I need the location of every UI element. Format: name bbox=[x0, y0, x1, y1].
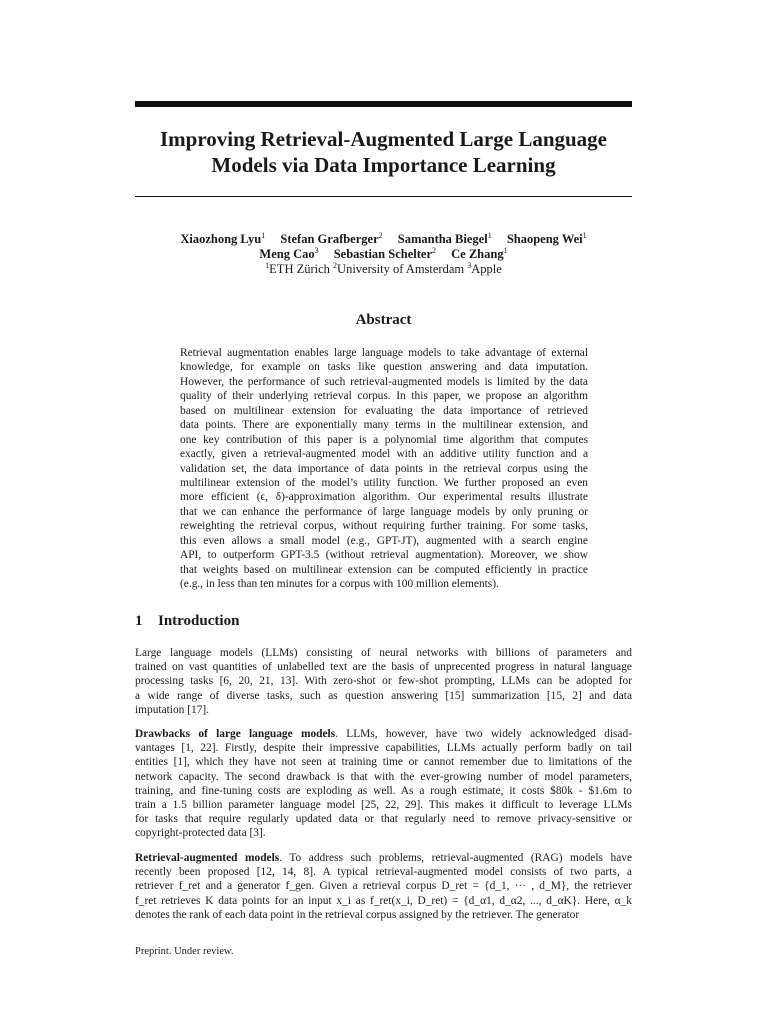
text-line: multilinear extension of the model’s utility function. We further proposed an even bbox=[180, 476, 588, 489]
author-block bbox=[135, 232, 632, 277]
affiliations bbox=[135, 262, 632, 277]
affil-sup: 3 bbox=[467, 261, 472, 270]
text-line: API, to outperform GPT-3.5 (without retrieval augmentation). Moreover, we show bbox=[180, 549, 588, 562]
author-line-2 bbox=[135, 247, 632, 262]
text-line: exactly, given a retrieval-augmented model with an additive utility function and a bbox=[180, 448, 588, 461]
author-name: Stefan Grafberger bbox=[280, 232, 379, 246]
text-line: processing tasks [6, 20, 21, 13]. With zero-shot or few-shot prompting, LLMs can be adopted for bbox=[135, 675, 632, 688]
text-line: network capacity. The second drawback is that with the ever-growing number of model parameters, bbox=[135, 770, 632, 783]
author-name: Samantha Biegel bbox=[397, 232, 488, 246]
text-run: . LLMs, however, have two widely acknowledged disad- bbox=[335, 728, 632, 740]
author-name: Ce Zhang bbox=[451, 247, 504, 261]
text-line: (e.g., in less than ten minutes for a corpus with 100 million elements). bbox=[180, 578, 499, 590]
text-line: knowledge, for example on tasks like question answering and data imputation. bbox=[180, 361, 588, 374]
text-line: quality of their underlying retrieval corpus. In this paper, we propose an algorithm bbox=[180, 390, 588, 403]
text-line: vantages [1, 22]. Firstly, despite their impressive capabilities, LLMs actually perform badly on tail bbox=[135, 742, 632, 755]
text-line: that we can enhance the performance of large language models by only pruning or bbox=[180, 505, 588, 518]
text-line: based on multilinear extension for evaluating the data importance of retrieved bbox=[180, 404, 588, 417]
abstract-heading: Abstract bbox=[355, 312, 412, 328]
text-line: f_ret retrieves K data points for an input x_i as f_ret(x_i, D_ret) = {d_α1, d_α2, ..., d_αK}. Here, α_k bbox=[135, 894, 632, 907]
author-sup: 1 bbox=[582, 231, 587, 240]
title-line-1: Improving Retrieval-Augmented Large Language bbox=[160, 127, 607, 151]
title-line-2: Models via Data Importance Learning bbox=[211, 153, 556, 177]
text-line: validation set, the data importance of data points in the retrieval corpus using the bbox=[180, 462, 588, 475]
text-line: data points. There are exponentially many terms in the multilinear extension, and bbox=[180, 419, 588, 432]
author-sup: 2 bbox=[378, 231, 383, 240]
text-line: training, and fine-tuning costs are exploding as well. As a rough estimate, it costs $80k - $1.6m to bbox=[135, 784, 632, 797]
text-line: more efficient (ϵ, δ)-approximation algorithm. Our experimental results illustrate bbox=[180, 491, 588, 504]
paragraph-rag bbox=[135, 851, 632, 922]
affiliation: University of Amsterdam bbox=[337, 262, 465, 276]
text-line: retriever f_ret and a generator f_gen. Given a retrieval corpus D_ret = {d_1, ··· , d_M}, the retriever bbox=[135, 880, 632, 893]
text-line: this even allows a small model (e.g., GPT-JT), augmented with a search engine bbox=[180, 534, 588, 547]
text-line: denotes the rank of each data point in the retrieval corpus assigned by the retriever. The generator bbox=[135, 908, 580, 921]
text-line: However, the performance of such retrieval-augmented models is limited by the data bbox=[180, 375, 588, 388]
text-line bbox=[135, 851, 632, 865]
text-line: entities [1], which they have not seen at training time or cannot remember due to limitations of the bbox=[135, 756, 632, 769]
text-line: imputation [17]. bbox=[135, 703, 210, 716]
title-rule-top bbox=[135, 101, 632, 107]
paper-title bbox=[135, 126, 632, 178]
text-line bbox=[135, 727, 632, 741]
author-sup: 3 bbox=[314, 246, 319, 255]
author-sup: 1 bbox=[261, 231, 266, 240]
affiliation: Apple bbox=[471, 262, 502, 276]
author-name: Xiaozhong Lyu bbox=[180, 232, 262, 246]
text-line: that weights based on multilinear extension can be computed efficiently in practice bbox=[180, 563, 588, 576]
text-run: . To address such problems, retrieval-augmented (RAG) models have bbox=[279, 852, 632, 864]
author-name: Sebastian Schelter bbox=[333, 247, 432, 261]
title-rule-bottom bbox=[135, 196, 632, 197]
author-sup: 1 bbox=[503, 246, 508, 255]
section-number: 1 bbox=[135, 613, 143, 629]
abstract-body bbox=[180, 346, 588, 591]
paragraph-drawbacks bbox=[135, 727, 632, 841]
affil-sup: 2 bbox=[333, 261, 338, 270]
author-name: Shaopeng Wei bbox=[506, 232, 583, 246]
author-line-1 bbox=[135, 232, 632, 247]
text-line: for tasks that require regularly updated data or that regularly need to remove privacy-sensitive or bbox=[135, 813, 632, 826]
text-line: one key contribution of this paper is a polynomial time algorithm that computes bbox=[180, 433, 588, 446]
text-line: trained on vast quantities of unlabelled text are the basis of unprecented progress in natural language bbox=[135, 661, 632, 674]
author-sup: 2 bbox=[432, 246, 436, 255]
text-line: reweighting the retrieval corpus, without requiring further training. For some tasks, bbox=[180, 520, 588, 533]
section-heading bbox=[135, 613, 239, 630]
text-line: Large language models (LLMs) consisting of neural networks with billions of parameters and bbox=[135, 647, 632, 659]
affil-sup: 1 bbox=[265, 261, 270, 270]
text-line: Retrieval augmentation enables large language models to take advantage of external bbox=[180, 347, 588, 359]
section-title: Introduction bbox=[158, 613, 240, 629]
text-line: train a 1.5 billion parameter language model [25, 22, 29]. This makes it difficult to leverage LLMs bbox=[135, 798, 632, 811]
paragraph-lead: Drawbacks of large language models bbox=[135, 728, 336, 740]
footer-note: Preprint. Under review. bbox=[135, 946, 234, 957]
affiliation: ETH Zürich bbox=[269, 262, 330, 276]
author-sup: 1 bbox=[487, 231, 492, 240]
text-line: a wide range of diverse tasks, such as question answering [15] summarization [15, 2] and data bbox=[135, 689, 632, 702]
text-line: copyright-protected data [3]. bbox=[135, 827, 266, 840]
paragraph-intro bbox=[135, 646, 632, 717]
text-line: recently been proposed [12, 14, 8]. A typical retrieval-augmented model consists of two parts, a bbox=[135, 866, 632, 879]
paragraph-lead: Retrieval-augmented models bbox=[135, 852, 280, 864]
author-name: Meng Cao bbox=[259, 247, 315, 261]
